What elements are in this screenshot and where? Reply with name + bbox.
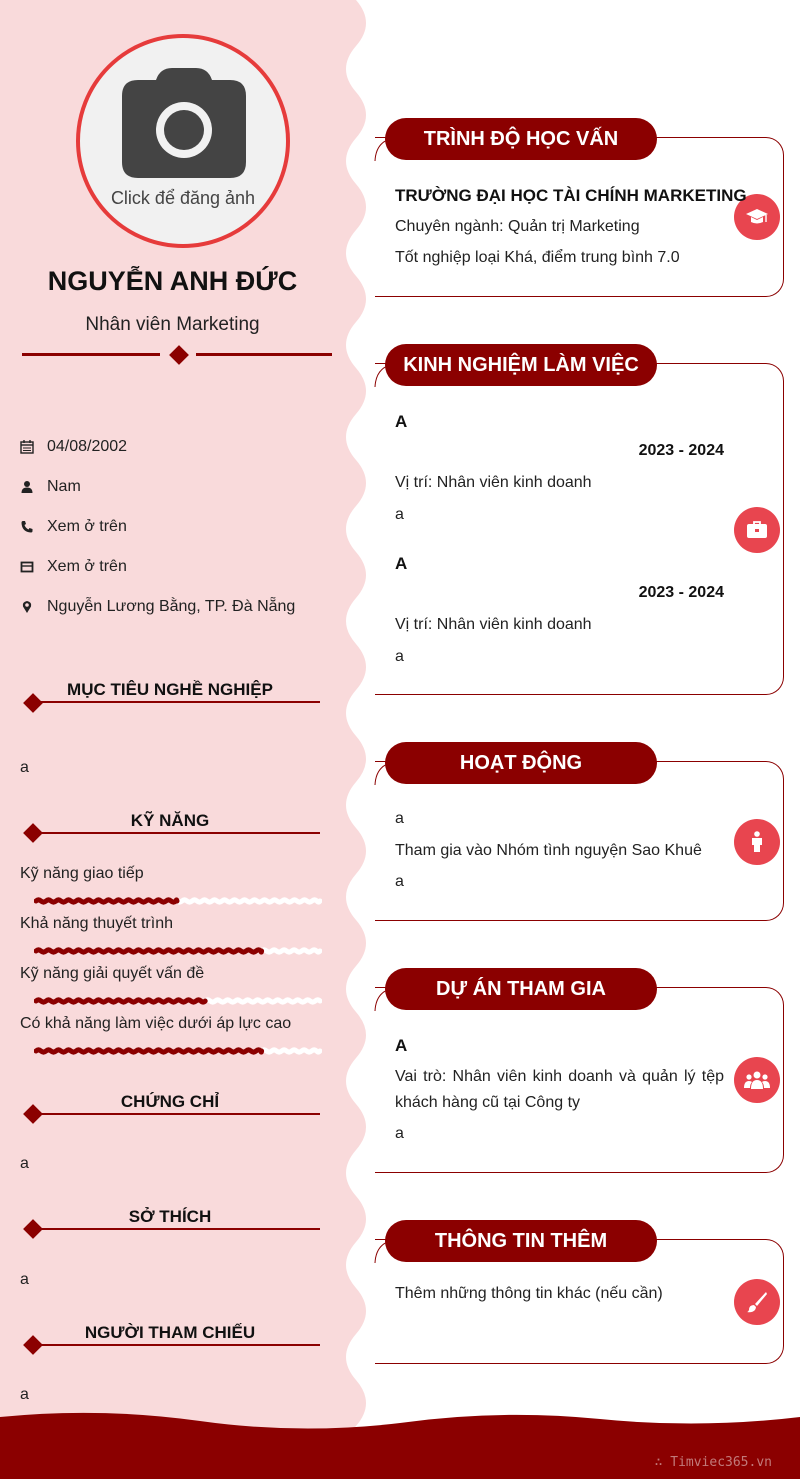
contact-phone [20, 516, 127, 538]
briefcase-icon [734, 507, 780, 553]
education-card [375, 137, 784, 297]
education-major[interactable]: Chuyên ngành: Quản trị Marketing [395, 218, 640, 235]
references-underline [32, 1344, 320, 1346]
camera-icon [122, 68, 246, 178]
experience-position[interactable]: Vị trí: Nhân viên kinh doanh [395, 474, 592, 491]
contact-email [20, 556, 127, 578]
education-heading: TRÌNH ĐỘ HỌC VẤN [385, 118, 657, 160]
location-pin-icon [20, 600, 34, 614]
skill-level-bar[interactable] [34, 1044, 322, 1058]
career-goal-heading: MỤC TIÊU NGHỀ NGHIỆP [67, 680, 273, 699]
name-divider-right [196, 353, 332, 356]
education-school[interactable]: TRƯỜNG ĐẠI HỌC TÀI CHÍNH MARKETING [395, 186, 747, 205]
skill-bar-fill [36, 1050, 262, 1052]
activities-line-2[interactable]: Tham gia vào Nhóm tình nguyện Sao Khuê [395, 842, 702, 859]
skill-bar-track [262, 1050, 320, 1052]
experience-heading: KINH NGHIỆM LÀM VIỆC [385, 344, 657, 386]
candidate-job-title: Nhân viên Marketing [85, 314, 260, 335]
contact-phone-value: Xem ở trên [47, 518, 127, 535]
skill-bar-fill [36, 900, 177, 902]
skill-level-bar[interactable] [34, 994, 322, 1008]
skill-bar-track [177, 900, 320, 902]
skill-label: Kỹ năng giải quyết vấn đề [20, 965, 205, 982]
references-content[interactable]: a [20, 1386, 29, 1403]
skills-heading: KỸ NĂNG [130, 811, 210, 830]
skills-underline [32, 832, 320, 834]
contact-birthdate [20, 436, 127, 458]
career-goal-content[interactable]: a [20, 759, 29, 776]
person-icon [20, 480, 34, 494]
footer-brand-watermark: ∴ Timviec365.vn [654, 1455, 772, 1470]
users-group-icon [734, 1057, 780, 1103]
experience-position[interactable]: Vị trí: Nhân viên kinh doanh [395, 616, 592, 633]
activities-line-3[interactable]: a [395, 873, 404, 890]
paintbrush-icon [734, 1279, 780, 1325]
career-goal-underline [32, 701, 320, 703]
project-role[interactable]: Vai trò: Nhân viên kinh doanh và quản lý tệp khách hàng cũ tại Công ty [395, 1068, 724, 1111]
name-divider-left [22, 353, 160, 356]
skill-level-bar[interactable] [34, 944, 322, 958]
experience-company[interactable]: A [395, 412, 408, 431]
skill-label: Khả năng thuyết trình [20, 915, 173, 932]
contact-address-value: Nguyễn Lương Bằng, TP. Đà Nẵng [47, 598, 296, 615]
skill-label: Có khả năng làm việc dưới áp lực cao [20, 1015, 292, 1032]
contact-email-value: Xem ở trên [47, 558, 127, 575]
contact-gender-value: Nam [47, 478, 81, 495]
skill-label: Kỹ năng giao tiếp [20, 865, 144, 882]
references-heading: NGƯỜI THAM CHIẾU [84, 1323, 256, 1342]
contact-address [20, 596, 295, 618]
candidate-name: NGUYỄN ANH ĐỨC [47, 266, 298, 296]
calendar-icon [20, 440, 34, 454]
additional-info-content[interactable]: Thêm những thông tin khác (nếu cần) [395, 1285, 663, 1302]
experience-period[interactable]: 2023 - 2024 [638, 442, 724, 459]
email-icon [20, 560, 34, 574]
skill-bar-fill [36, 950, 262, 952]
certificates-underline [32, 1113, 320, 1115]
activities-heading: HOẠT ĐỘNG [385, 742, 657, 784]
hobbies-content[interactable]: a [20, 1271, 29, 1288]
phone-icon [20, 520, 34, 534]
hobbies-underline [32, 1228, 320, 1230]
certificates-heading: CHỨNG CHỈ [120, 1092, 220, 1111]
activities-card [375, 761, 784, 921]
additional-info-heading: THÔNG TIN THÊM [385, 1220, 657, 1262]
photo-upload-hint[interactable]: Click để đăng ảnh [110, 188, 256, 208]
experience-description[interactable]: a [395, 506, 404, 523]
project-description[interactable]: a [395, 1125, 404, 1142]
experience-company[interactable]: A [395, 554, 408, 573]
education-result[interactable]: Tốt nghiệp loại Khá, điểm trung bình 7.0 [395, 249, 680, 266]
project-name[interactable]: A [395, 1036, 408, 1055]
hobbies-heading: SỞ THÍCH [128, 1207, 212, 1226]
skill-bar-track [205, 1000, 320, 1002]
avatar-upload[interactable] [76, 34, 290, 248]
skill-bar-track [262, 950, 320, 952]
activities-line-1[interactable]: a [395, 810, 404, 827]
skill-level-bar[interactable] [34, 894, 322, 908]
experience-description[interactable]: a [395, 648, 404, 665]
skill-bar-fill [36, 1000, 205, 1002]
projects-heading: DỰ ÁN THAM GIA [385, 968, 657, 1010]
contact-gender [20, 476, 81, 498]
certificates-content[interactable]: a [20, 1155, 29, 1172]
contact-birthdate-value: 04/08/2002 [47, 438, 128, 455]
person-standing-icon [734, 819, 780, 865]
experience-card [375, 363, 784, 695]
experience-period[interactable]: 2023 - 2024 [638, 584, 724, 601]
